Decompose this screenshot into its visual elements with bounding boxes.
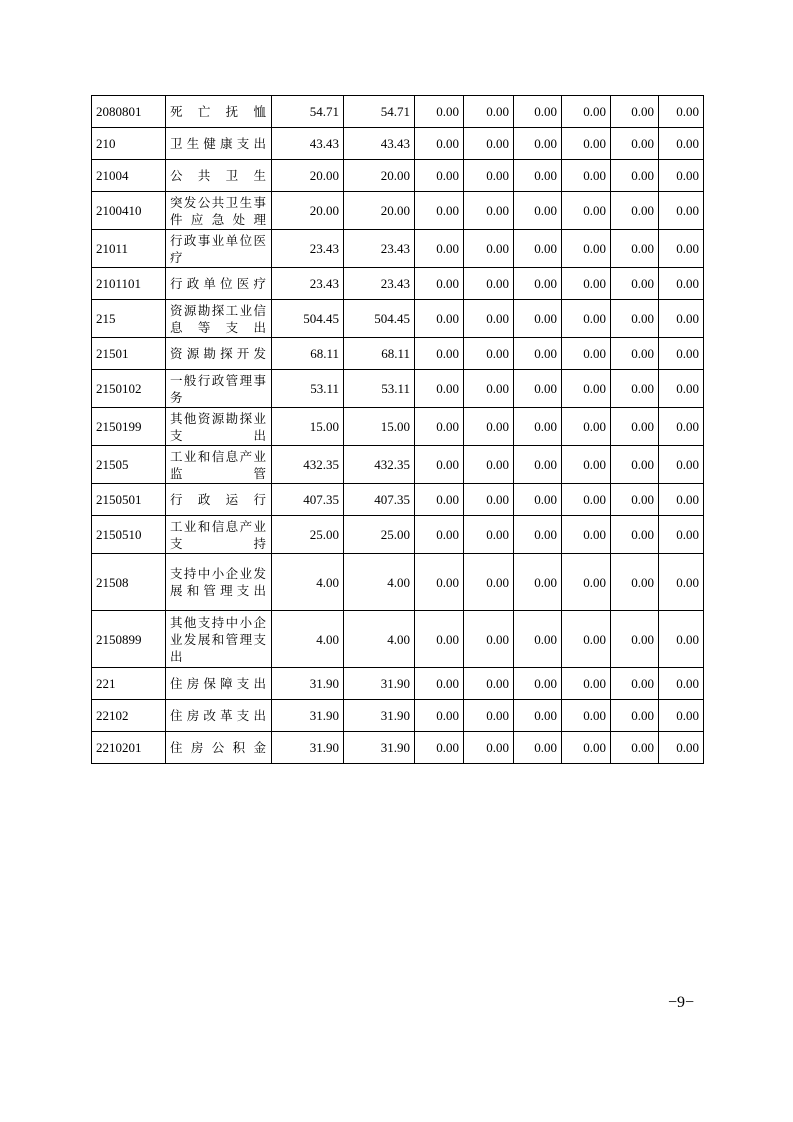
subject-name: 死亡抚恤 (166, 96, 272, 128)
value-cell: 23.43 (344, 230, 415, 268)
value-cell: 0.00 (514, 338, 562, 370)
value-cell: 0.00 (464, 732, 514, 764)
value-cell: 15.00 (344, 408, 415, 446)
value-cell: 0.00 (415, 192, 464, 230)
page-number: −9− (668, 994, 695, 1011)
subject-code: 21004 (92, 160, 166, 192)
value-cell: 0.00 (659, 732, 704, 764)
subject-name: 一般行政管理事务 (166, 370, 272, 408)
value-cell: 0.00 (659, 300, 704, 338)
value-cell: 68.11 (344, 338, 415, 370)
value-cell: 0.00 (659, 338, 704, 370)
value-cell: 0.00 (464, 408, 514, 446)
value-cell: 31.90 (272, 668, 344, 700)
subject-name: 工业和信息产业支持 (166, 516, 272, 554)
subject-code: 221 (92, 668, 166, 700)
table-row (92, 338, 704, 370)
table-row (92, 732, 704, 764)
value-cell: 0.00 (611, 668, 659, 700)
value-cell: 0.00 (562, 408, 611, 446)
value-cell: 0.00 (514, 668, 562, 700)
value-cell: 0.00 (562, 300, 611, 338)
value-cell: 0.00 (562, 516, 611, 554)
value-cell: 0.00 (562, 700, 611, 732)
value-cell: 0.00 (562, 338, 611, 370)
value-cell: 0.00 (562, 554, 611, 611)
value-cell: 0.00 (514, 192, 562, 230)
subject-name: 住房公积金 (166, 732, 272, 764)
value-cell: 25.00 (272, 516, 344, 554)
subject-name: 住房保障支出 (166, 668, 272, 700)
table-row (92, 668, 704, 700)
value-cell: 0.00 (611, 268, 659, 300)
subject-name: 支持中小企业发展和管理支出 (166, 554, 272, 611)
value-cell: 0.00 (611, 554, 659, 611)
value-cell: 43.43 (344, 128, 415, 160)
value-cell: 0.00 (514, 700, 562, 732)
value-cell: 25.00 (344, 516, 415, 554)
value-cell: 0.00 (562, 128, 611, 160)
value-cell: 0.00 (659, 446, 704, 484)
value-cell: 0.00 (611, 484, 659, 516)
value-cell: 0.00 (464, 370, 514, 408)
value-cell: 0.00 (514, 611, 562, 668)
value-cell: 407.35 (272, 484, 344, 516)
value-cell: 0.00 (562, 732, 611, 764)
value-cell: 4.00 (344, 611, 415, 668)
value-cell: 0.00 (659, 370, 704, 408)
value-cell: 0.00 (659, 611, 704, 668)
value-cell: 53.11 (272, 370, 344, 408)
subject-name: 卫生健康支出 (166, 128, 272, 160)
value-cell: 4.00 (344, 554, 415, 611)
value-cell: 0.00 (464, 484, 514, 516)
value-cell: 0.00 (611, 408, 659, 446)
value-cell: 0.00 (659, 128, 704, 160)
value-cell: 20.00 (344, 192, 415, 230)
value-cell: 31.90 (344, 732, 415, 764)
value-cell: 0.00 (514, 732, 562, 764)
value-cell: 0.00 (514, 370, 562, 408)
value-cell: 54.71 (344, 96, 415, 128)
value-cell: 0.00 (415, 160, 464, 192)
value-cell: 0.00 (464, 160, 514, 192)
value-cell: 0.00 (611, 516, 659, 554)
value-cell: 0.00 (464, 446, 514, 484)
value-cell: 0.00 (415, 611, 464, 668)
value-cell: 0.00 (611, 96, 659, 128)
value-cell: 0.00 (514, 300, 562, 338)
value-cell: 0.00 (562, 192, 611, 230)
subject-code: 21508 (92, 554, 166, 611)
table-row (92, 230, 704, 268)
value-cell: 20.00 (272, 192, 344, 230)
subject-name: 其他资源勘探业支出 (166, 408, 272, 446)
value-cell: 0.00 (415, 668, 464, 700)
value-cell: 0.00 (415, 128, 464, 160)
subject-code: 2150199 (92, 408, 166, 446)
value-cell: 0.00 (464, 700, 514, 732)
value-cell: 0.00 (611, 160, 659, 192)
value-cell: 23.43 (344, 268, 415, 300)
value-cell: 0.00 (562, 484, 611, 516)
subject-name: 突发公共卫生事件应急处理 (166, 192, 272, 230)
subject-code: 22102 (92, 700, 166, 732)
table-row (92, 484, 704, 516)
value-cell: 0.00 (514, 408, 562, 446)
value-cell: 432.35 (272, 446, 344, 484)
table-row (92, 516, 704, 554)
value-cell: 0.00 (415, 96, 464, 128)
value-cell: 0.00 (659, 192, 704, 230)
table-row (92, 192, 704, 230)
value-cell: 0.00 (611, 732, 659, 764)
value-cell: 0.00 (415, 370, 464, 408)
value-cell: 0.00 (562, 668, 611, 700)
value-cell: 31.90 (344, 668, 415, 700)
value-cell: 0.00 (464, 268, 514, 300)
value-cell: 0.00 (514, 516, 562, 554)
value-cell: 0.00 (659, 96, 704, 128)
subject-code: 2100410 (92, 192, 166, 230)
value-cell: 0.00 (415, 554, 464, 611)
value-cell: 0.00 (611, 446, 659, 484)
value-cell: 0.00 (611, 370, 659, 408)
value-cell: 0.00 (514, 268, 562, 300)
value-cell: 31.90 (272, 732, 344, 764)
subject-name: 其他支持中小企业发展和管理支出 (166, 611, 272, 668)
value-cell: 0.00 (514, 96, 562, 128)
value-cell: 53.11 (344, 370, 415, 408)
value-cell: 0.00 (611, 300, 659, 338)
value-cell: 0.00 (514, 128, 562, 160)
subject-code: 2150501 (92, 484, 166, 516)
value-cell: 432.35 (344, 446, 415, 484)
value-cell: 0.00 (611, 611, 659, 668)
value-cell: 504.45 (344, 300, 415, 338)
value-cell: 0.00 (659, 408, 704, 446)
subject-name: 资源勘探工业信息等支出 (166, 300, 272, 338)
value-cell: 0.00 (611, 338, 659, 370)
subject-name: 行政事业单位医疗 (166, 230, 272, 268)
subject-code: 2150899 (92, 611, 166, 668)
value-cell: 68.11 (272, 338, 344, 370)
value-cell: 54.71 (272, 96, 344, 128)
value-cell: 0.00 (464, 554, 514, 611)
value-cell: 0.00 (464, 128, 514, 160)
subject-code: 2080801 (92, 96, 166, 128)
value-cell: 4.00 (272, 554, 344, 611)
value-cell: 504.45 (272, 300, 344, 338)
value-cell: 0.00 (562, 370, 611, 408)
subject-name: 资源勘探开发 (166, 338, 272, 370)
value-cell: 23.43 (272, 230, 344, 268)
value-cell: 0.00 (514, 484, 562, 516)
subject-code: 2150510 (92, 516, 166, 554)
subject-code: 210 (92, 128, 166, 160)
subject-code: 21505 (92, 446, 166, 484)
subject-code: 2150102 (92, 370, 166, 408)
subject-name: 公共卫生 (166, 160, 272, 192)
value-cell: 31.90 (344, 700, 415, 732)
value-cell: 0.00 (659, 484, 704, 516)
value-cell: 0.00 (464, 230, 514, 268)
table-row (92, 700, 704, 732)
value-cell: 0.00 (415, 732, 464, 764)
value-cell: 0.00 (415, 300, 464, 338)
value-cell: 0.00 (611, 192, 659, 230)
value-cell: 43.43 (272, 128, 344, 160)
subject-code: 2210201 (92, 732, 166, 764)
table-row (92, 160, 704, 192)
value-cell: 0.00 (659, 700, 704, 732)
value-cell: 0.00 (464, 338, 514, 370)
value-cell: 23.43 (272, 268, 344, 300)
value-cell: 0.00 (464, 516, 514, 554)
table-row (92, 611, 704, 668)
table-row (92, 446, 704, 484)
value-cell: 0.00 (415, 516, 464, 554)
value-cell: 0.00 (659, 230, 704, 268)
subject-code: 21011 (92, 230, 166, 268)
value-cell: 0.00 (611, 700, 659, 732)
subject-name: 行政单位医疗 (166, 268, 272, 300)
subject-name: 行政运行 (166, 484, 272, 516)
value-cell: 0.00 (611, 230, 659, 268)
value-cell: 0.00 (562, 611, 611, 668)
value-cell: 0.00 (464, 96, 514, 128)
value-cell: 0.00 (464, 300, 514, 338)
value-cell: 0.00 (562, 160, 611, 192)
table-row (92, 268, 704, 300)
subject-code: 215 (92, 300, 166, 338)
table-row (92, 96, 704, 128)
table-row (92, 554, 704, 611)
table-row (92, 408, 704, 446)
value-cell: 0.00 (659, 668, 704, 700)
table-row (92, 128, 704, 160)
value-cell: 31.90 (272, 700, 344, 732)
value-cell: 407.35 (344, 484, 415, 516)
value-cell: 0.00 (514, 446, 562, 484)
value-cell: 0.00 (514, 230, 562, 268)
value-cell: 0.00 (611, 128, 659, 160)
value-cell: 0.00 (659, 160, 704, 192)
subject-code: 2101101 (92, 268, 166, 300)
value-cell: 0.00 (562, 446, 611, 484)
value-cell: 0.00 (514, 160, 562, 192)
value-cell: 0.00 (415, 230, 464, 268)
value-cell: 20.00 (272, 160, 344, 192)
value-cell: 0.00 (562, 96, 611, 128)
table-row (92, 370, 704, 408)
value-cell: 0.00 (659, 554, 704, 611)
value-cell: 0.00 (514, 554, 562, 611)
value-cell: 0.00 (415, 700, 464, 732)
value-cell: 0.00 (562, 230, 611, 268)
value-cell: 0.00 (659, 516, 704, 554)
subject-name: 工业和信息产业监管 (166, 446, 272, 484)
value-cell: 0.00 (415, 268, 464, 300)
value-cell: 4.00 (272, 611, 344, 668)
value-cell: 0.00 (562, 268, 611, 300)
value-cell: 0.00 (415, 484, 464, 516)
value-cell: 15.00 (272, 408, 344, 446)
value-cell: 0.00 (464, 668, 514, 700)
subject-name: 住房改革支出 (166, 700, 272, 732)
value-cell: 0.00 (659, 268, 704, 300)
value-cell: 20.00 (344, 160, 415, 192)
value-cell: 0.00 (415, 408, 464, 446)
value-cell: 0.00 (464, 192, 514, 230)
budget-table (91, 95, 704, 764)
value-cell: 0.00 (415, 446, 464, 484)
value-cell: 0.00 (464, 611, 514, 668)
value-cell: 0.00 (415, 338, 464, 370)
subject-code: 21501 (92, 338, 166, 370)
table-row (92, 300, 704, 338)
